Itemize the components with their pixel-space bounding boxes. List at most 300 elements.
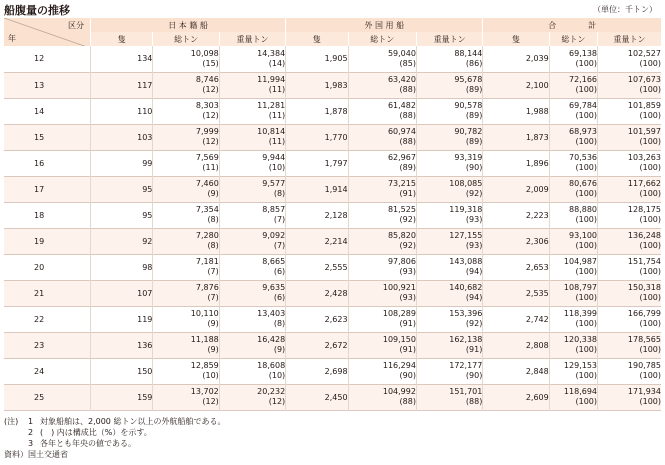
- gross-tons-value: 108,289: [382, 309, 416, 318]
- foreign-ships-cell: 1,797: [286, 150, 348, 176]
- gross-tons-value: 8,746: [195, 75, 219, 84]
- deadweight-tons-share-pct: (91): [465, 345, 483, 354]
- japanese-ships-cell: 159: [91, 384, 153, 410]
- deadweight-tons-value: 9,944: [262, 153, 286, 162]
- gross-tons-share-pct: (100): [575, 215, 598, 224]
- foreign-deadweight-tons-cell: [416, 306, 482, 332]
- deadweight-tons-share-pct: (11): [268, 137, 286, 146]
- gross-tons-share-pct: (9): [207, 189, 219, 198]
- deadweight-tons-value: 190,785: [627, 361, 661, 370]
- gross-tons-share-pct: (100): [575, 241, 598, 250]
- deadweight-tons-share-pct: (100): [639, 345, 661, 354]
- foreign-gross-tons-cell: [348, 358, 416, 384]
- deadweight-tons-value: 108,085: [449, 179, 483, 188]
- deadweight-tons-share-pct: (14): [268, 58, 286, 68]
- foreign-ships-cell: 2,698: [286, 358, 348, 384]
- footnote-number: 1: [28, 417, 34, 426]
- deadweight-tons-value: 13,403: [257, 309, 286, 318]
- gross-tons-share-pct: (12): [202, 85, 219, 94]
- total-ships-cell: 1,988: [483, 98, 549, 124]
- gross-tons-value: 93,100: [569, 231, 598, 240]
- japanese-gross-tons-cell: [153, 176, 219, 202]
- gross-tons-value: 69,784: [569, 101, 598, 110]
- deadweight-tons-share-pct: (100): [639, 58, 661, 68]
- table-row: [4, 202, 661, 228]
- footnote-text: 対象船舶は、2,000 総トン以上の外航船舶である。: [40, 417, 226, 426]
- deadweight-tons-value: 14,384: [257, 48, 286, 58]
- japanese-ships-cell: 95: [91, 176, 153, 202]
- total-ships-cell: 2,039: [483, 46, 549, 72]
- deadweight-tons-share-pct: (6): [273, 267, 286, 276]
- gross-tons-share-pct: (8): [207, 215, 219, 224]
- gross-tons-share-pct: (100): [575, 58, 598, 68]
- gross-tons-share-pct: (92): [399, 241, 416, 250]
- gross-tons-value: 7,999: [195, 127, 219, 136]
- deadweight-tons-share-pct: (11): [268, 85, 286, 94]
- gross-tons-value: 70,536: [569, 153, 598, 162]
- deadweight-tons-value: 18,608: [257, 361, 286, 370]
- foreign-deadweight-tons-cell: [416, 176, 482, 202]
- gross-tons-share-pct: (7): [207, 293, 219, 302]
- table-row: [4, 150, 661, 176]
- total-ships-cell: 2,848: [483, 358, 549, 384]
- gross-tons-value: 63,420: [387, 75, 416, 84]
- gross-tons-value: 104,992: [382, 387, 416, 396]
- deadweight-tons-value: 166,799: [627, 309, 661, 318]
- unit-label: （単位：千トン）: [593, 5, 657, 14]
- japanese-deadweight-tons-cell: [219, 150, 285, 176]
- foreign-gross-tons-cell: [348, 384, 416, 410]
- total-gross-tons-cell: [549, 46, 597, 72]
- japanese-ships-cell: 134: [91, 46, 153, 72]
- notes-label: (注): [4, 417, 19, 426]
- gross-tons-share-pct: (100): [575, 345, 598, 354]
- deadweight-tons-value: 90,578: [454, 101, 483, 110]
- gross-tons-share-pct: (9): [207, 345, 219, 354]
- table-row: [4, 98, 661, 124]
- col-header-gross-tons: 総トン: [549, 32, 597, 46]
- deadweight-tons-value: 136,248: [627, 231, 661, 240]
- gross-tons-value: 10,110: [190, 309, 219, 318]
- total-gross-tons-cell: [549, 332, 597, 358]
- gross-tons-share-pct: (11): [202, 163, 219, 172]
- gross-tons-share-pct: (88): [399, 137, 416, 146]
- deadweight-tons-value: 178,565: [627, 335, 661, 344]
- japanese-ships-cell: 103: [91, 124, 153, 150]
- deadweight-tons-share-pct: (6): [273, 293, 286, 302]
- gross-tons-share-pct: (100): [575, 371, 598, 380]
- group-header-foreign: 外 国 用 船: [286, 18, 483, 32]
- footnote-2: [4, 427, 225, 438]
- deadweight-tons-share-pct: (7): [273, 241, 286, 250]
- deadweight-tons-share-pct: (86): [465, 58, 483, 68]
- japanese-gross-tons-cell: [153, 124, 219, 150]
- gross-tons-value: 100,921: [382, 283, 416, 292]
- foreign-deadweight-tons-cell: [416, 332, 482, 358]
- deadweight-tons-share-pct: (8): [273, 189, 286, 198]
- col-header-ships: 隻: [91, 32, 153, 46]
- total-ships-cell: 2,306: [483, 228, 549, 254]
- deadweight-tons-share-pct: (100): [639, 371, 661, 380]
- gross-tons-share-pct: (100): [575, 189, 598, 198]
- japanese-ships-cell: 110: [91, 98, 153, 124]
- gross-tons-value: 116,294: [382, 361, 416, 370]
- corner-category-label: 区分: [68, 21, 85, 30]
- foreign-ships-cell: 2,672: [286, 332, 348, 358]
- deadweight-tons-value: 153,396: [449, 309, 483, 318]
- deadweight-tons-value: 9,577: [262, 179, 286, 188]
- foreign-deadweight-tons-cell: [416, 358, 482, 384]
- year-cell: 20: [34, 262, 45, 272]
- foreign-deadweight-tons-cell: [416, 254, 482, 280]
- deadweight-tons-value: 8,857: [262, 205, 286, 214]
- total-ships-cell: 2,742: [483, 306, 549, 332]
- source-label: 資料）: [4, 450, 28, 459]
- table-row: [4, 280, 661, 306]
- total-gross-tons-cell: [549, 280, 597, 306]
- gross-tons-value: 88,880: [569, 205, 598, 214]
- japanese-ships-cell: 92: [91, 228, 153, 254]
- japanese-ships-cell: 99: [91, 150, 153, 176]
- gross-tons-value: 62,967: [387, 153, 416, 162]
- gross-tons-value: 69,138: [569, 48, 598, 58]
- gross-tons-share-pct: (10): [202, 371, 219, 380]
- deadweight-tons-share-pct: (90): [465, 371, 483, 380]
- gross-tons-value: 7,354: [195, 205, 219, 214]
- total-ships-cell: 2,100: [483, 72, 549, 98]
- deadweight-tons-value: 95,678: [454, 75, 483, 84]
- total-gross-tons-cell: [549, 150, 597, 176]
- foreign-gross-tons-cell: [348, 332, 416, 358]
- gross-tons-share-pct: (93): [399, 267, 416, 276]
- gross-tons-share-pct: (12): [202, 111, 219, 120]
- total-gross-tons-cell: [549, 98, 597, 124]
- deadweight-tons-share-pct: (89): [465, 85, 483, 94]
- deadweight-tons-value: 151,754: [627, 257, 661, 266]
- total-deadweight-tons-cell: [598, 98, 661, 124]
- japanese-gross-tons-cell: [153, 384, 219, 410]
- japanese-gross-tons-cell: [153, 202, 219, 228]
- foreign-deadweight-tons-cell: [416, 98, 482, 124]
- gross-tons-share-pct: (100): [575, 397, 598, 406]
- japanese-ships-cell: 119: [91, 306, 153, 332]
- gross-tons-share-pct: (88): [399, 85, 416, 94]
- deadweight-tons-share-pct: (93): [465, 241, 483, 250]
- corner-header: [4, 18, 91, 46]
- gross-tons-share-pct: (8): [207, 241, 219, 250]
- gross-tons-share-pct: (100): [575, 319, 598, 328]
- total-deadweight-tons-cell: [598, 384, 661, 410]
- total-ships-cell: 2,223: [483, 202, 549, 228]
- total-gross-tons-cell: [549, 124, 597, 150]
- table-row: [4, 72, 661, 98]
- table-row: [4, 384, 661, 410]
- japanese-deadweight-tons-cell: [219, 228, 285, 254]
- foreign-deadweight-tons-cell: [416, 72, 482, 98]
- gross-tons-value: 59,040: [387, 48, 416, 58]
- deadweight-tons-value: 9,092: [262, 231, 286, 240]
- deadweight-tons-share-pct: (100): [639, 267, 661, 276]
- footnote-number: 2: [28, 428, 34, 437]
- deadweight-tons-value: 127,155: [449, 231, 483, 240]
- gross-tons-value: 7,280: [195, 231, 219, 240]
- japanese-deadweight-tons-cell: [219, 124, 285, 150]
- footnote-number: 3: [28, 439, 34, 448]
- deadweight-tons-share-pct: (90): [465, 163, 483, 172]
- gross-tons-share-pct: (92): [399, 215, 416, 224]
- gross-tons-share-pct: (91): [399, 189, 416, 198]
- japanese-gross-tons-cell: [153, 46, 219, 72]
- foreign-gross-tons-cell: [348, 150, 416, 176]
- total-gross-tons-cell: [549, 254, 597, 280]
- gross-tons-share-pct: (100): [575, 163, 598, 172]
- total-deadweight-tons-cell: [598, 358, 661, 384]
- deadweight-tons-share-pct: (9): [273, 345, 286, 354]
- foreign-gross-tons-cell: [348, 176, 416, 202]
- gross-tons-value: 104,987: [563, 257, 598, 266]
- gross-tons-value: 108,797: [563, 283, 598, 292]
- gross-tons-value: 7,460: [195, 179, 219, 188]
- total-ships-cell: 2,535: [483, 280, 549, 306]
- deadweight-tons-value: 88,144: [454, 48, 483, 58]
- foreign-deadweight-tons-cell: [416, 124, 482, 150]
- japanese-ships-cell: 117: [91, 72, 153, 98]
- deadweight-tons-share-pct: (100): [639, 111, 661, 120]
- total-gross-tons-cell: [549, 228, 597, 254]
- foreign-gross-tons-cell: [348, 280, 416, 306]
- foreign-deadweight-tons-cell: [416, 202, 482, 228]
- total-deadweight-tons-cell: [598, 124, 661, 150]
- total-deadweight-tons-cell: [598, 202, 661, 228]
- japanese-gross-tons-cell: [153, 228, 219, 254]
- group-header-japanese: 日 本 籍 船: [91, 18, 286, 32]
- gross-tons-value: 80,676: [569, 179, 598, 188]
- gross-tons-share-pct: (89): [399, 163, 416, 172]
- foreign-deadweight-tons-cell: [416, 46, 482, 72]
- table-row: [4, 254, 661, 280]
- japanese-deadweight-tons-cell: [219, 384, 285, 410]
- total-ships-cell: 2,653: [483, 254, 549, 280]
- gross-tons-value: 81,525: [387, 205, 416, 214]
- year-cell: 14: [34, 106, 45, 116]
- deadweight-tons-share-pct: (11): [268, 111, 286, 120]
- foreign-gross-tons-cell: [348, 72, 416, 98]
- year-cell: 13: [34, 80, 45, 90]
- table-row: [4, 306, 661, 332]
- deadweight-tons-share-pct: (100): [639, 215, 661, 224]
- gross-tons-value: 85,820: [387, 231, 416, 240]
- total-deadweight-tons-cell: [598, 46, 661, 72]
- japanese-deadweight-tons-cell: [219, 254, 285, 280]
- foreign-gross-tons-cell: [348, 98, 416, 124]
- gross-tons-value: 109,150: [382, 335, 416, 344]
- deadweight-tons-share-pct: (8): [273, 319, 286, 328]
- deadweight-tons-value: 90,782: [454, 127, 483, 136]
- deadweight-tons-share-pct: (10): [268, 371, 286, 380]
- japanese-ships-cell: 95: [91, 202, 153, 228]
- col-header-deadweight-tons: 重量トン: [416, 32, 482, 46]
- year-cell: 22: [34, 314, 45, 324]
- gross-tons-share-pct: (93): [399, 293, 416, 302]
- japanese-gross-tons-cell: [153, 254, 219, 280]
- japanese-deadweight-tons-cell: [219, 280, 285, 306]
- col-header-ships: 隻: [483, 32, 549, 46]
- deadweight-tons-share-pct: (92): [465, 189, 483, 198]
- japanese-ships-cell: 98: [91, 254, 153, 280]
- gross-tons-value: 73,215: [387, 179, 416, 188]
- table-row: [4, 358, 661, 384]
- deadweight-tons-share-pct: (100): [639, 85, 661, 94]
- total-ships-cell: 2,609: [483, 384, 549, 410]
- foreign-deadweight-tons-cell: [416, 228, 482, 254]
- deadweight-tons-value: 140,682: [449, 283, 483, 292]
- foreign-ships-cell: 2,214: [286, 228, 348, 254]
- gross-tons-value: 13,702: [190, 387, 219, 396]
- gross-tons-value: 12,859: [190, 361, 219, 370]
- deadweight-tons-share-pct: (100): [639, 189, 661, 198]
- deadweight-tons-share-pct: (94): [465, 267, 483, 276]
- japanese-gross-tons-cell: [153, 358, 219, 384]
- deadweight-tons-value: 162,138: [449, 335, 483, 344]
- deadweight-tons-value: 172,177: [449, 361, 483, 370]
- foreign-ships-cell: 2,428: [286, 280, 348, 306]
- foreign-deadweight-tons-cell: [416, 150, 482, 176]
- gross-tons-share-pct: (15): [202, 58, 219, 68]
- japanese-deadweight-tons-cell: [219, 46, 285, 72]
- deadweight-tons-value: 150,318: [627, 283, 661, 292]
- deadweight-tons-share-pct: (94): [465, 293, 483, 302]
- year-cell: 16: [34, 158, 45, 168]
- deadweight-tons-value: 93,319: [454, 153, 483, 162]
- foreign-ships-cell: 1,983: [286, 72, 348, 98]
- deadweight-tons-share-pct: (100): [639, 137, 661, 146]
- foreign-gross-tons-cell: [348, 228, 416, 254]
- gross-tons-value: 60,974: [387, 127, 416, 136]
- total-deadweight-tons-cell: [598, 150, 661, 176]
- table-row: [4, 228, 661, 254]
- gross-tons-value: 118,694: [563, 387, 598, 396]
- japanese-deadweight-tons-cell: [219, 176, 285, 202]
- deadweight-tons-share-pct: (12): [268, 397, 286, 406]
- foreign-ships-cell: 1,905: [286, 46, 348, 72]
- foreign-ships-cell: 2,623: [286, 306, 348, 332]
- deadweight-tons-share-pct: (89): [465, 111, 483, 120]
- deadweight-tons-share-pct: (92): [465, 319, 483, 328]
- gross-tons-share-pct: (100): [575, 111, 598, 120]
- year-cell: 17: [34, 184, 45, 194]
- deadweight-tons-value: 11,994: [257, 75, 286, 84]
- japanese-ships-cell: 107: [91, 280, 153, 306]
- gross-tons-share-pct: (91): [399, 345, 416, 354]
- foreign-ships-cell: 1,878: [286, 98, 348, 124]
- table-title: 船腹量の推移: [4, 4, 70, 17]
- footnote-1: [4, 416, 225, 427]
- table-body: [4, 46, 661, 410]
- gross-tons-share-pct: (100): [575, 293, 598, 302]
- foreign-gross-tons-cell: [348, 254, 416, 280]
- total-ships-cell: 1,873: [483, 124, 549, 150]
- total-deadweight-tons-cell: [598, 280, 661, 306]
- japanese-gross-tons-cell: [153, 150, 219, 176]
- year-cell: 12: [34, 54, 45, 64]
- gross-tons-share-pct: (85): [399, 58, 416, 68]
- deadweight-tons-value: 171,934: [627, 387, 661, 396]
- deadweight-tons-value: 107,673: [627, 75, 661, 84]
- year-cell: 21: [34, 288, 45, 298]
- deadweight-tons-value: 103,263: [627, 153, 661, 162]
- total-deadweight-tons-cell: [598, 228, 661, 254]
- foreign-ships-cell: 1,914: [286, 176, 348, 202]
- japanese-ships-cell: 150: [91, 358, 153, 384]
- gross-tons-share-pct: (88): [399, 397, 416, 406]
- deadweight-tons-value: 20,232: [257, 387, 286, 396]
- gross-tons-share-pct: (9): [207, 319, 219, 328]
- deadweight-tons-share-pct: (93): [465, 215, 483, 224]
- deadweight-tons-value: 117,662: [627, 179, 661, 188]
- year-cell: 15: [34, 132, 45, 142]
- total-gross-tons-cell: [549, 202, 597, 228]
- footnotes: [4, 416, 225, 460]
- gross-tons-value: 61,482: [387, 101, 416, 110]
- year-cell: 19: [34, 236, 45, 246]
- deadweight-tons-value: 128,175: [627, 205, 661, 214]
- gross-tons-share-pct: (12): [202, 137, 219, 146]
- foreign-gross-tons-cell: [348, 202, 416, 228]
- gross-tons-value: 10,098: [190, 48, 219, 58]
- foreign-ships-cell: 2,128: [286, 202, 348, 228]
- foreign-gross-tons-cell: [348, 306, 416, 332]
- gross-tons-share-pct: (91): [399, 319, 416, 328]
- total-ships-cell: 2,009: [483, 176, 549, 202]
- col-header-gross-tons: 総トン: [348, 32, 416, 46]
- deadweight-tons-share-pct: (89): [465, 137, 483, 146]
- japanese-deadweight-tons-cell: [219, 98, 285, 124]
- japanese-ships-cell: 136: [91, 332, 153, 358]
- japanese-gross-tons-cell: [153, 72, 219, 98]
- japanese-gross-tons-cell: [153, 98, 219, 124]
- foreign-ships-cell: 2,450: [286, 384, 348, 410]
- gross-tons-share-pct: (12): [202, 397, 219, 406]
- year-cell: 24: [34, 366, 45, 376]
- japanese-gross-tons-cell: [153, 332, 219, 358]
- foreign-deadweight-tons-cell: [416, 280, 482, 306]
- gross-tons-share-pct: (88): [399, 111, 416, 120]
- fleet-tonnage-table: [4, 18, 661, 411]
- gross-tons-value: 118,399: [563, 309, 598, 318]
- col-header-ships: 隻: [286, 32, 348, 46]
- deadweight-tons-share-pct: (100): [639, 241, 661, 250]
- deadweight-tons-share-pct: (10): [268, 163, 286, 172]
- deadweight-tons-value: 101,597: [627, 127, 661, 136]
- foreign-deadweight-tons-cell: [416, 384, 482, 410]
- foreign-gross-tons-cell: [348, 46, 416, 72]
- gross-tons-share-pct: (100): [575, 267, 598, 276]
- source-text: 国土交通省: [28, 450, 68, 459]
- gross-tons-share-pct: (90): [399, 371, 416, 380]
- japanese-deadweight-tons-cell: [219, 72, 285, 98]
- table-row: [4, 332, 661, 358]
- gross-tons-value: 129,153: [563, 361, 598, 370]
- corner-year-label: 年: [8, 34, 16, 43]
- col-header-gross-tons: 総トン: [153, 32, 219, 46]
- footnote-text: 各年とも年央の値である。: [40, 439, 136, 448]
- total-gross-tons-cell: [549, 176, 597, 202]
- gross-tons-value: 11,188: [190, 335, 219, 344]
- japanese-deadweight-tons-cell: [219, 332, 285, 358]
- table-row: [4, 46, 661, 72]
- total-deadweight-tons-cell: [598, 72, 661, 98]
- deadweight-tons-value: 9,635: [262, 283, 286, 292]
